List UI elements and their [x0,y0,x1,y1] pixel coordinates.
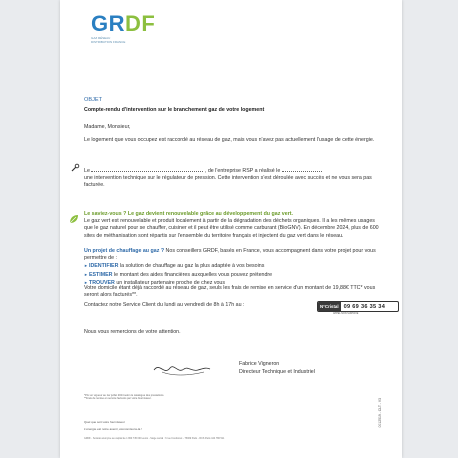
bullet-estimer: ►ESTIMER le montant des aides financières auxquelles vous pouvez prétendre [84,271,273,278]
green-gas-section [84,211,380,240]
grdf-logo [91,13,155,44]
technician-name-field [91,166,203,172]
wrench-icon [70,163,80,173]
contact-paragraph: Contactez notre Service Client du lundi au vendredi de 8h à 17h au : [84,302,245,308]
cristal-label: N°Cristal [320,304,339,309]
signature-image [152,358,212,380]
tiny-note-1: Quel que soit votre fournisseur [84,420,125,424]
signer-role: Directeur Technique et Industriel [239,369,315,375]
legal-mentions: GRDF - Société anonyme au capital de 1 800 745 000 euros - Siège social : 6 rue Condorcet - 75009 Paris - RCS Paris 444 786 511 [84,437,225,440]
leaf-icon [68,213,80,225]
bullet-trouver: ►TROUVER un installateur partenaire proche de chez vous [84,279,226,286]
cost-paragraph: Votre domicile étant déjà raccordé au réseau de gaz, seuls les frais de remise en service d'un montant de 19,88€ TTC* vous seront alors facturés**. [84,285,376,299]
letter-page [60,0,402,458]
heating-project-section: Un projet de chauffage au gaz ? Nos conseillers GRDF, basés en France, vous accompagnent dans votre projet pour vous permettre de : ►IDENTIFIER la solution de chauffage au gaz la plus adaptée à vos besoins ►ESTIMER le montant des aides financières auxquelles vous pouvez prétendre ►TROUVER un installateur partenaire proche de chez vous [84,248,380,287]
signer-name: Fabrice Vigneron [239,361,280,367]
cristal-phone-badge[interactable] [317,301,399,312]
objet-label: OBJET [84,97,103,103]
bullet-identifier: ►IDENTIFIER la solution de chauffage au gaz la plus adaptée à vos besoins [84,263,265,270]
intro-paragraph: Le logement que vous occupez est raccordé au réseau de gaz, mais vous n'avez pas actuellement l'usage de cette énergie. [84,137,375,143]
logo-wordmark: GRDF [91,11,156,36]
logo-tagline: GAZ RÉSEAU DISTRIBUTION FRANCE [91,36,126,44]
date-field [282,166,322,172]
tiny-note-2: L'énergie est notre avenir, économisons-la ! [84,427,142,431]
cristal-note: APPEL NON SURTAXÉ [333,312,359,315]
footnotes: *Prix en vigueur au 1er juillet 2024 selon le catalogue des prestations. **Frais de remise en service facturés par votre fournisseur. [84,394,165,401]
cristal-number: 09 69 36 35 34 [343,303,386,310]
document-reference: 0012519 - CLT - V3 [378,398,382,428]
heating-project-title: Un projet de chauffage au gaz ? [84,248,165,254]
green-gas-title: Le saviez-vous ? Le gaz devient renouvelable grâce au développement du gaz vert. [84,211,293,217]
greeting: Madame, Monsieur, [84,124,131,130]
green-gas-body: Le gaz vert est renouvelable et produit localement à partir de la dégradation des déchets organiques. Il a les mêmes usages que le gaz naturel pour se chauffer, cuisiner et il peut être utilisé comme carburant (BioGNV). En décembre 2024, plus de 600 sites de méthanisation sont répartis sur l'ensemble du territoire français et injectent du gaz vert dans le réseau. [84,218,379,239]
objet-title: Compte-rendu d'intervention sur le branchement gaz de votre logement [84,107,265,113]
intervention-paragraph: Le , de l'entreprise RSP a réalisé le une intervention technique sur le régulateur de pression. Cette intervention s'est déroulée avec succès et ne vous sera pas facturée. [84,168,372,189]
thanks-line: Nous vous remercions de votre attention. [84,329,181,335]
